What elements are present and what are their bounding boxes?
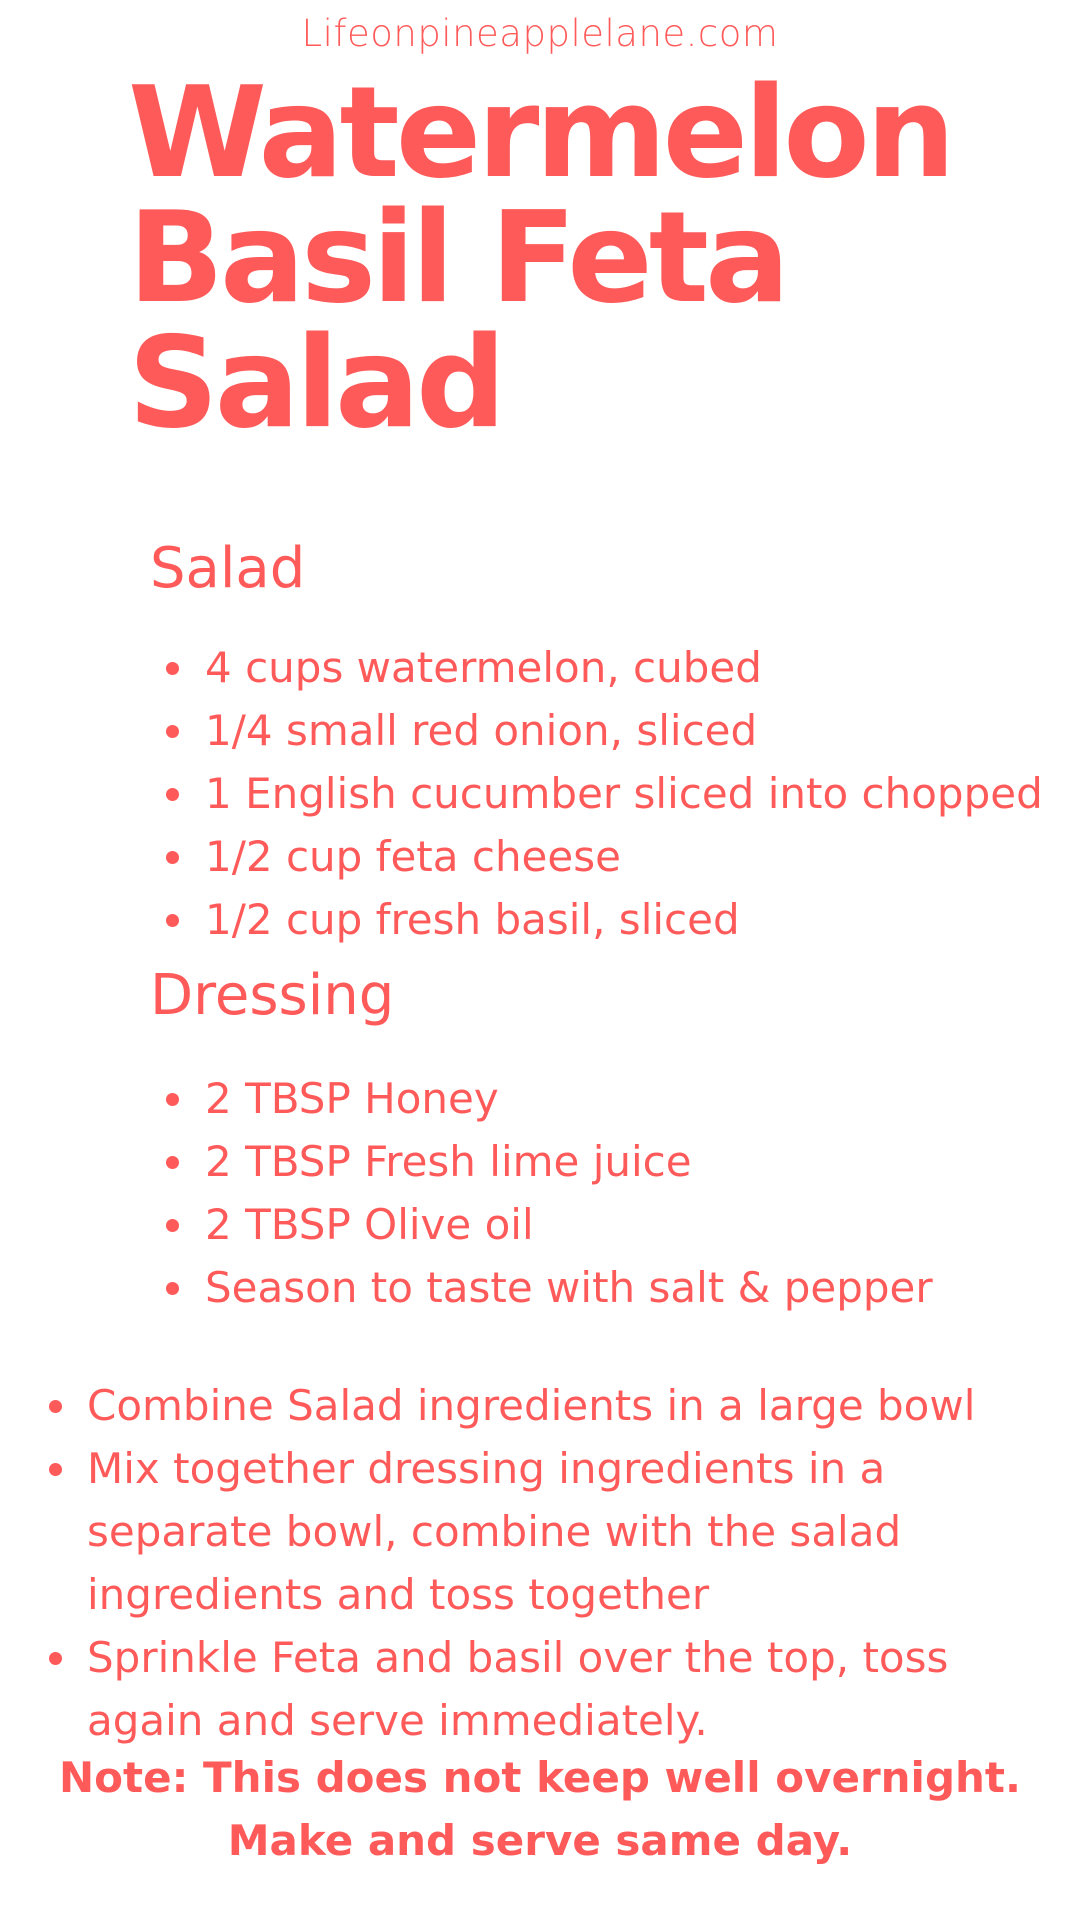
- note-line: Make and serve same day.: [227, 1816, 853, 1865]
- item-text: Season to taste with salt & pepper: [205, 1263, 933, 1312]
- item-text: 1/4 small red onion, sliced: [205, 706, 758, 755]
- list-item: [0, 1256, 933, 1319]
- item-text: 2 TBSP Olive oil: [205, 1200, 534, 1249]
- step-text: Mix together dressing ingredients in a separate bowl, combine with the salad ingredients and toss together: [87, 1444, 902, 1619]
- list-item: [0, 1374, 1047, 1437]
- title-line: Watermelon: [128, 59, 952, 206]
- list-item: [0, 1193, 933, 1256]
- bullet-icon: [49, 1652, 62, 1665]
- bullet-icon: [166, 662, 179, 675]
- salad-ingredient-list: [0, 636, 1043, 951]
- list-item: [0, 636, 1043, 699]
- bullet-icon: [49, 1463, 62, 1476]
- title-line: Salad: [128, 309, 503, 456]
- bullet-icon: [166, 914, 179, 927]
- item-text: 1/2 cup feta cheese: [205, 832, 621, 881]
- item-text: 2 TBSP Honey: [205, 1074, 499, 1123]
- item-text: 1 English cucumber sliced into chopped: [205, 769, 1043, 818]
- bullet-icon: [166, 1156, 179, 1169]
- site-url: Lifeonpineapplelane.com: [301, 12, 779, 55]
- item-text: 4 cups watermelon, cubed: [205, 643, 762, 692]
- note-line: Note: This does not keep well overnight.: [59, 1753, 1021, 1802]
- item-text: 2 TBSP Fresh lime juice: [205, 1137, 692, 1186]
- list-item: [0, 699, 1043, 762]
- step-text: Combine Salad ingredients in a large bowl: [87, 1381, 976, 1430]
- bullet-icon: [166, 1093, 179, 1106]
- list-item: [0, 762, 1043, 825]
- bullet-icon: [166, 725, 179, 738]
- list-item: [0, 888, 1043, 951]
- dressing-heading: Dressing: [150, 963, 395, 1028]
- list-item: [0, 825, 1043, 888]
- dressing-ingredient-list: [0, 1067, 933, 1319]
- list-item: [0, 1626, 1047, 1752]
- bullet-icon: [166, 788, 179, 801]
- salad-heading: Salad: [150, 536, 306, 601]
- list-item: [0, 1437, 1047, 1626]
- instructions-list: [0, 1374, 1047, 1752]
- note: [0, 1746, 1080, 1872]
- bullet-icon: [49, 1400, 62, 1413]
- list-item: [0, 1067, 933, 1130]
- item-text: 1/2 cup fresh basil, sliced: [205, 895, 740, 944]
- title-line: Basil Feta: [128, 184, 786, 331]
- list-item: [0, 1130, 933, 1193]
- bullet-icon: [166, 1282, 179, 1295]
- recipe-title: [128, 59, 1058, 456]
- step-text: Sprinkle Feta and basil over the top, toss again and serve immediately.: [87, 1633, 949, 1745]
- bullet-icon: [166, 851, 179, 864]
- bullet-icon: [166, 1219, 179, 1232]
